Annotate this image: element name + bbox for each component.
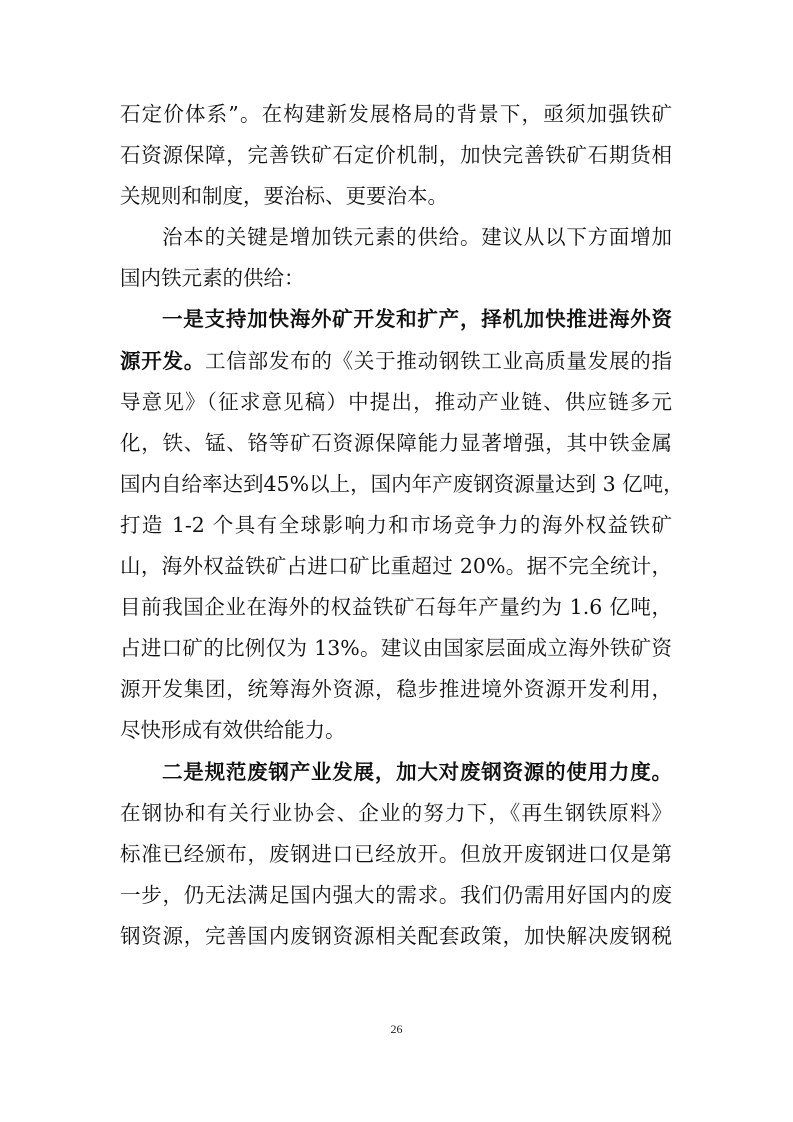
text-line: 化，铁、锰、铬等矿石资源保障能力显著增强，其中铁金属 — [120, 430, 672, 455]
text-line: 山，海外权益铁矿占进口矿比重超过 20%。据不完全统计， — [120, 554, 672, 579]
text-line: 国内自给率达到45%以上，国内年产废钢资源量达到 3 亿吨， — [120, 471, 684, 496]
text-line: 目前我国企业在海外的权益铁矿石每年产量约为 1.6 亿吨， — [120, 595, 672, 620]
text-line: 在钢协和有关行业协会、企业的努力下，《再生钢铁原料》 — [120, 800, 672, 825]
text-line: 石定价体系”。在构建新发展格局的背景下，亟须加强铁矿 — [120, 102, 672, 126]
page-body — [120, 94, 684, 957]
page-number: 26 — [390, 1022, 403, 1036]
paragraph-3 — [120, 299, 684, 751]
paragraph-4 — [120, 752, 672, 957]
text-line: 石资源保障，完善铁矿石定价机制，加快完善铁矿石期货相 — [120, 143, 672, 168]
text-line: 钢资源，完善国内废钢资源相关配套政策，加快解决废钢税 — [120, 923, 672, 948]
text-line: 一步，仍无法满足国内强大的需求。我们仍需用好国内的废 — [120, 882, 672, 907]
text-line: 占进口矿的比例仅为 13%。建议由国家层面成立海外铁矿资 — [120, 636, 672, 661]
bold-heading-line: 一是支持加快海外矿开发和扩产，择机加快推进海外资 — [162, 307, 672, 332]
text-line: 导意见》（征求意见稿）中提出，推动产业链、供应链多元 — [120, 389, 672, 414]
paragraph-1 — [120, 94, 672, 217]
bold-heading-fragment: 源开发。 — [120, 348, 206, 373]
text-line: 打造 1-2 个具有全球影响力和市场竞争力的海外权益铁矿 — [120, 512, 672, 537]
text-line: 治本的关键是增加铁元素的供给。建议从以下方面增加 — [162, 225, 672, 250]
text-line: 国内铁元素的供给： — [120, 266, 305, 291]
text-fragment: 工信部发布的《关于推动钢铁工业高质量发展的指 — [205, 348, 673, 373]
text-line: 关规则和制度，要治标、更要治本。 — [120, 184, 448, 209]
text-line: 标准已经颁布，废钢进口已经放开。但放开废钢进口仅是第 — [120, 841, 672, 866]
text-line: 尽快形成有效供给能力。 — [120, 718, 346, 743]
text-line: 源开发集团，统筹海外资源，稳步推进境外资源开发利用， — [120, 677, 672, 702]
paragraph-2 — [120, 217, 672, 299]
mixed-line — [120, 341, 672, 382]
bold-heading-line: 二是规范废钢产业发展，加大对废钢资源的使用力度。 — [162, 759, 672, 784]
